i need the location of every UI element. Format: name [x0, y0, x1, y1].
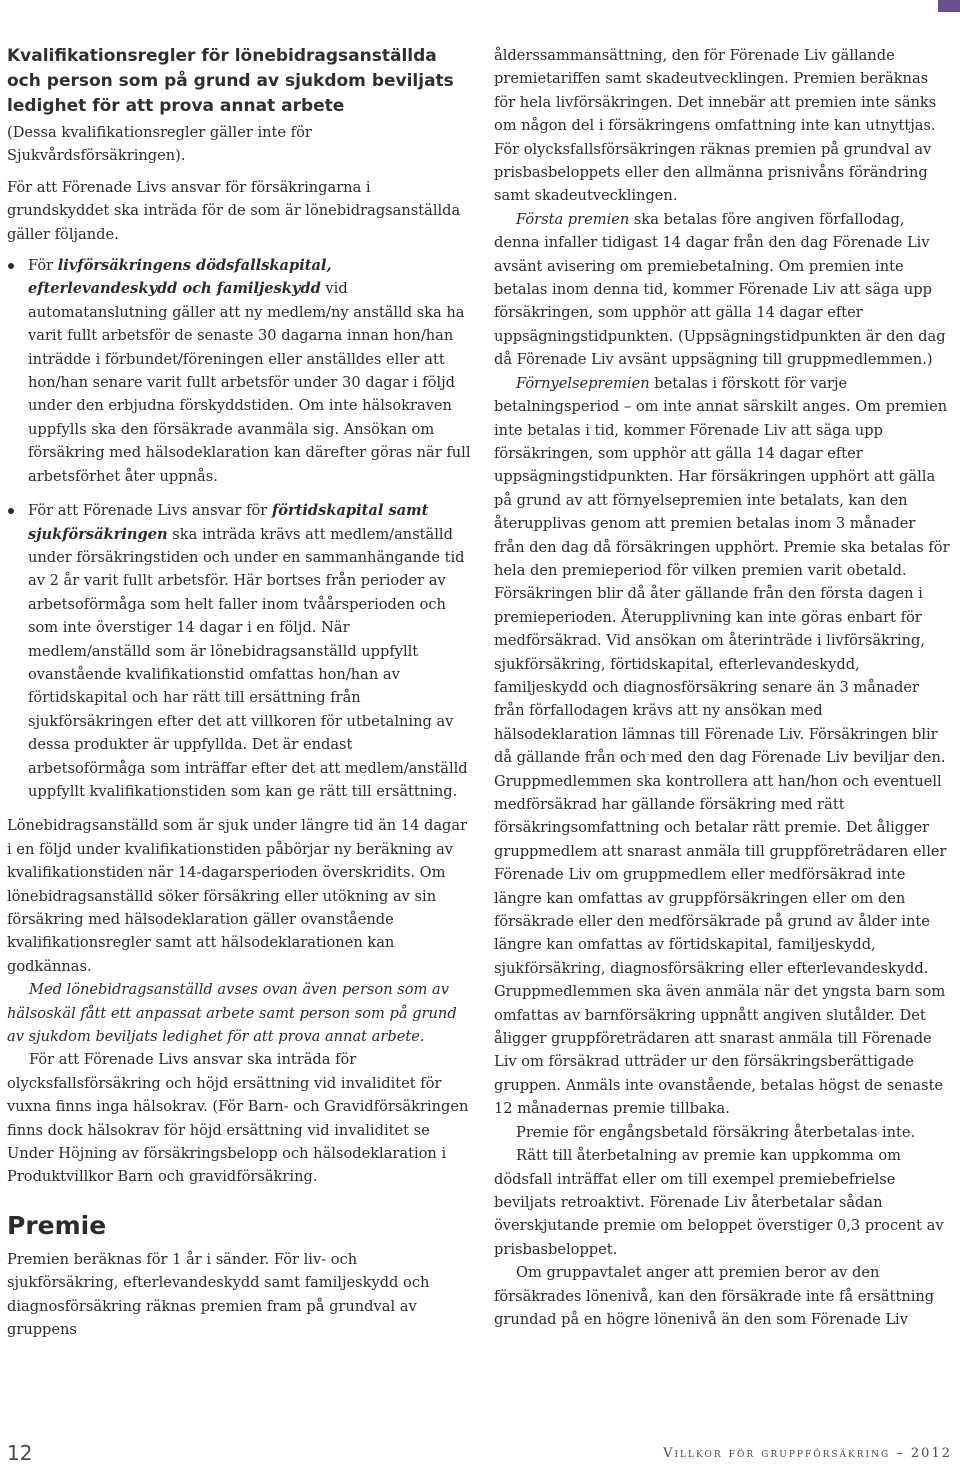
italic-paragraph	[7, 978, 472, 1048]
italic-term: Första premien	[516, 210, 630, 228]
bullet-term: livförsäkringens dödsfallskapital, efterlevandeskydd och familjeskydd	[28, 257, 332, 298]
right-column	[494, 44, 950, 1331]
bullet-text-pre: För att Förenade Livs ansvar för	[28, 502, 272, 520]
list-item	[7, 254, 472, 488]
body-paragraph	[494, 372, 950, 1121]
left-column	[7, 44, 472, 1342]
bullet-text-pre: För	[28, 257, 58, 275]
body-paragraph	[494, 208, 950, 372]
bullet-text-post: vid automatanslutning gäller att ny medlem/ny anställd ska ha varit fullt arbetsför de senaste 30 dagarna innan hon/han inträdde i förbundet/föreningen eller anställdes eller att hon/han senare varit fullt arbetsför under 30 dagar i följd under den erbjudna förskyddstiden. Om inte hälsokraven uppfylls ska den försäkrade avanmäla sig. Ansökan om försäkring med hälsodeklaration kan därefter göras när full arbetsförhet åter uppnås.	[28, 280, 471, 485]
paragraph-text: ska betalas före angiven förfallodag, denna infaller tidigast 14 dagar från den dag Förenade Liv avsänt avisering om premiebetalning. Om premien inte betalas inom denna tid, kommer Förenade Liv att säga upp försäkringen, som upphör att gälla 14 dagar efter uppsägningstidpunkten. (Uppsägningstidpunkten är den dag då Förenade Liv avsänt uppsägning till gruppmedlemmen.)	[494, 210, 946, 369]
bullet-text-post: ska inträda krävs att medlem/anställd under försäkringstiden och under en sammanhängande tid av 2 år varit fullt arbetsför. Här bortses från perioder av arbetsoförmåga som helt faller inom tvåårsperioden och som inte överstiger 14 dagar i en följd. När medlem/anställd som är lönebidragsanställd uppfyllt ovanstående kvalifikationstid omfattas hon/han av förtidskapital och har rätt till ersättning från sjukförsäkringen efter det att villkoren för utbetalning av dessa produkter är uppfyllda. Det är endast arbetsoförmåga som inträffar efter det att medlem/anställd uppfyllt kvalifikationstiden som kan ge rätt till ersättning.	[28, 525, 468, 800]
page-edge-accent	[938, 0, 960, 12]
body-paragraph: För att Förenade Livs ansvar ska inträda för olycksfallsförsäkring och höjd ersättning vid invaliditet för vuxna finns inga hälsokrav. (För Barn- och Gravidförsäkringen finns dock hälsokrav för höjd ersättning vid invaliditet se Under Höjning av försäkringsbelopp och hälsodeklaration i Produktvillkor Barn och gravidförsäkring.	[7, 1051, 469, 1186]
body-paragraph: Premie för engångsbetald försäkring återbetalas inte.	[516, 1123, 916, 1141]
page-number: 12	[7, 1441, 33, 1465]
section-heading-qualification: Kvalifikationsregler för lönebidragsanställda och person som på grund av sjukdom beviljats ledighet för att prova annat arbete	[7, 46, 454, 116]
body-paragraph: ålderssammansättning, den för Förenade Liv gällande premietariffen samt skadeutvecklingen. Premien beräknas för hela livförsäkringen. Det innebär att premien inte sänks om någon del i försäkringens omfattning inte kan utnyttjas. För olycksfallsförsäkringen räknas premien på grundval av prisbasbeloppets eller den allmänna prisnivåns förändring samt skadeutvecklingen.	[494, 47, 937, 205]
bullet-icon	[8, 263, 14, 269]
paragraph-text: betalas i förskott för varje betalningsperiod – om inte annat särskilt anges. Om premien inte betalas i tid, kommer Förenade Liv att säga upp försäkringen, som upphör att gälla 14 dagar efter uppsägningstidpunkten. Har försäkringen upphört att gälla på grund av att förnyelsepremien inte betalats, kan den återupplivas genom att premien betalas inom 3 månader från den dag då försäkringen upphört. Premie ska betalas för hela den premieperiod för vilken premien varit obetald. Försäkringen blir då åter gällande från den första dagen i premieperioden. Återupplivning kan inte göras enbart för medförsäkrad. Vid ansökan om återinträde i livförsäkring, sjukförsäkring, förtidskapital, efterlevandeskydd, familjeskydd och diagnosförsäkring senare än 3 månader från förfallodagen krävs att ny ansökan med hälsodeklaration lämnas till Förenade Liv. Försäkringen blir då gällande från och med den dag Förenade Liv beviljar den. Gruppmedlemmen ska kontrollera att han/hon och eventuell medförsäkrad har gällande försäkring med rätt försäkringsomfattning och betalar rätt premie. Det åligger gruppmedlem att snarast anmäla till gruppföreträdaren eller Förenade Liv om gruppmedlem eller medförsäkrad inte längre kan omfattas av gruppförsäkringen eller om den försäkrade eller den medförsäkrade på grund av ålder inte längre kan omfattas av förtidskapital, familjeskydd, sjukförsäkring, diagnosförsäkring eller efterlevandeskydd. Gruppmedlemmen ska även anmäla när det yngsta barn som omfattas av barnförsäkring uppnått angiven slutålder. Det åligger gruppföreträdaren att snarast anmäla till Förenade Liv om försäkrad utträder ur den försäkringsberättigade gruppen. Anmäls inte ovanstående, betalas högst de senaste 12 månadernas premie tillbaka.	[494, 374, 950, 1118]
section-heading-premie: Premie	[7, 1210, 107, 1240]
body-paragraph: Om gruppavtalet anger att premien beror av den försäkrades lönenivå, kan den försäkrade inte få ersättning grundad på en högre lönenivå än den som Förenade Liv	[494, 1264, 935, 1328]
italic-text: Med lönebidragsanställd avses ovan även person som av hälsoskäl fått ett anpassat arbete samt person som på grund av sjukdom beviljats ledighet för att prova annat arbete.	[7, 981, 457, 1046]
body-paragraph: Lönebidragsanställd som är sjuk under längre tid än 14 dagar i en följd under kvalifikationstiden påbörjar ny beräkning av kvalifikationstiden när 14-dagarsperioden överskridits. Om lönebidragsanställd söker försäkring eller utökning av sin försäkring med hälsodeklaration gäller ovanstående kvalifikationsregler samt att hälsodeklarationen kan godkännas.	[7, 817, 468, 975]
bullet-term: förtidskapital samt sjukförsäkringen	[28, 502, 429, 543]
intro-paragraph: För att Förenade Livs ansvar för försäkringarna i grundskyddet ska inträda för de som är lönebidragsanställda gäller följande.	[7, 178, 461, 243]
running-footer-title: Villkor för gruppförsäkring – 2012	[663, 1446, 952, 1461]
body-paragraph: Rätt till återbetalning av premie kan uppkomma om dödsfall inträffat eller om till exempel premiebefrielse beviljats retroaktivt. Förenade Liv återbetalar sådan överskjutande premie om beloppet överstiger 0,3 procent av prisbasbeloppet.	[494, 1147, 944, 1258]
list-item	[7, 499, 472, 803]
italic-term: Förnyelsepremien	[516, 374, 650, 392]
bullet-icon	[8, 508, 14, 514]
conditions-list	[7, 254, 472, 803]
exclusion-note: (Dessa kvalifikationsregler gäller inte för Sjukvårdsförsäkringen).	[7, 124, 312, 165]
body-paragraph: Premien beräknas för 1 år i sänder. För liv- och sjukförsäkring, efterlevandeskydd samt familjeskydd och diagnosförsäkring räknas premien fram på grundval av gruppens	[7, 1250, 430, 1339]
